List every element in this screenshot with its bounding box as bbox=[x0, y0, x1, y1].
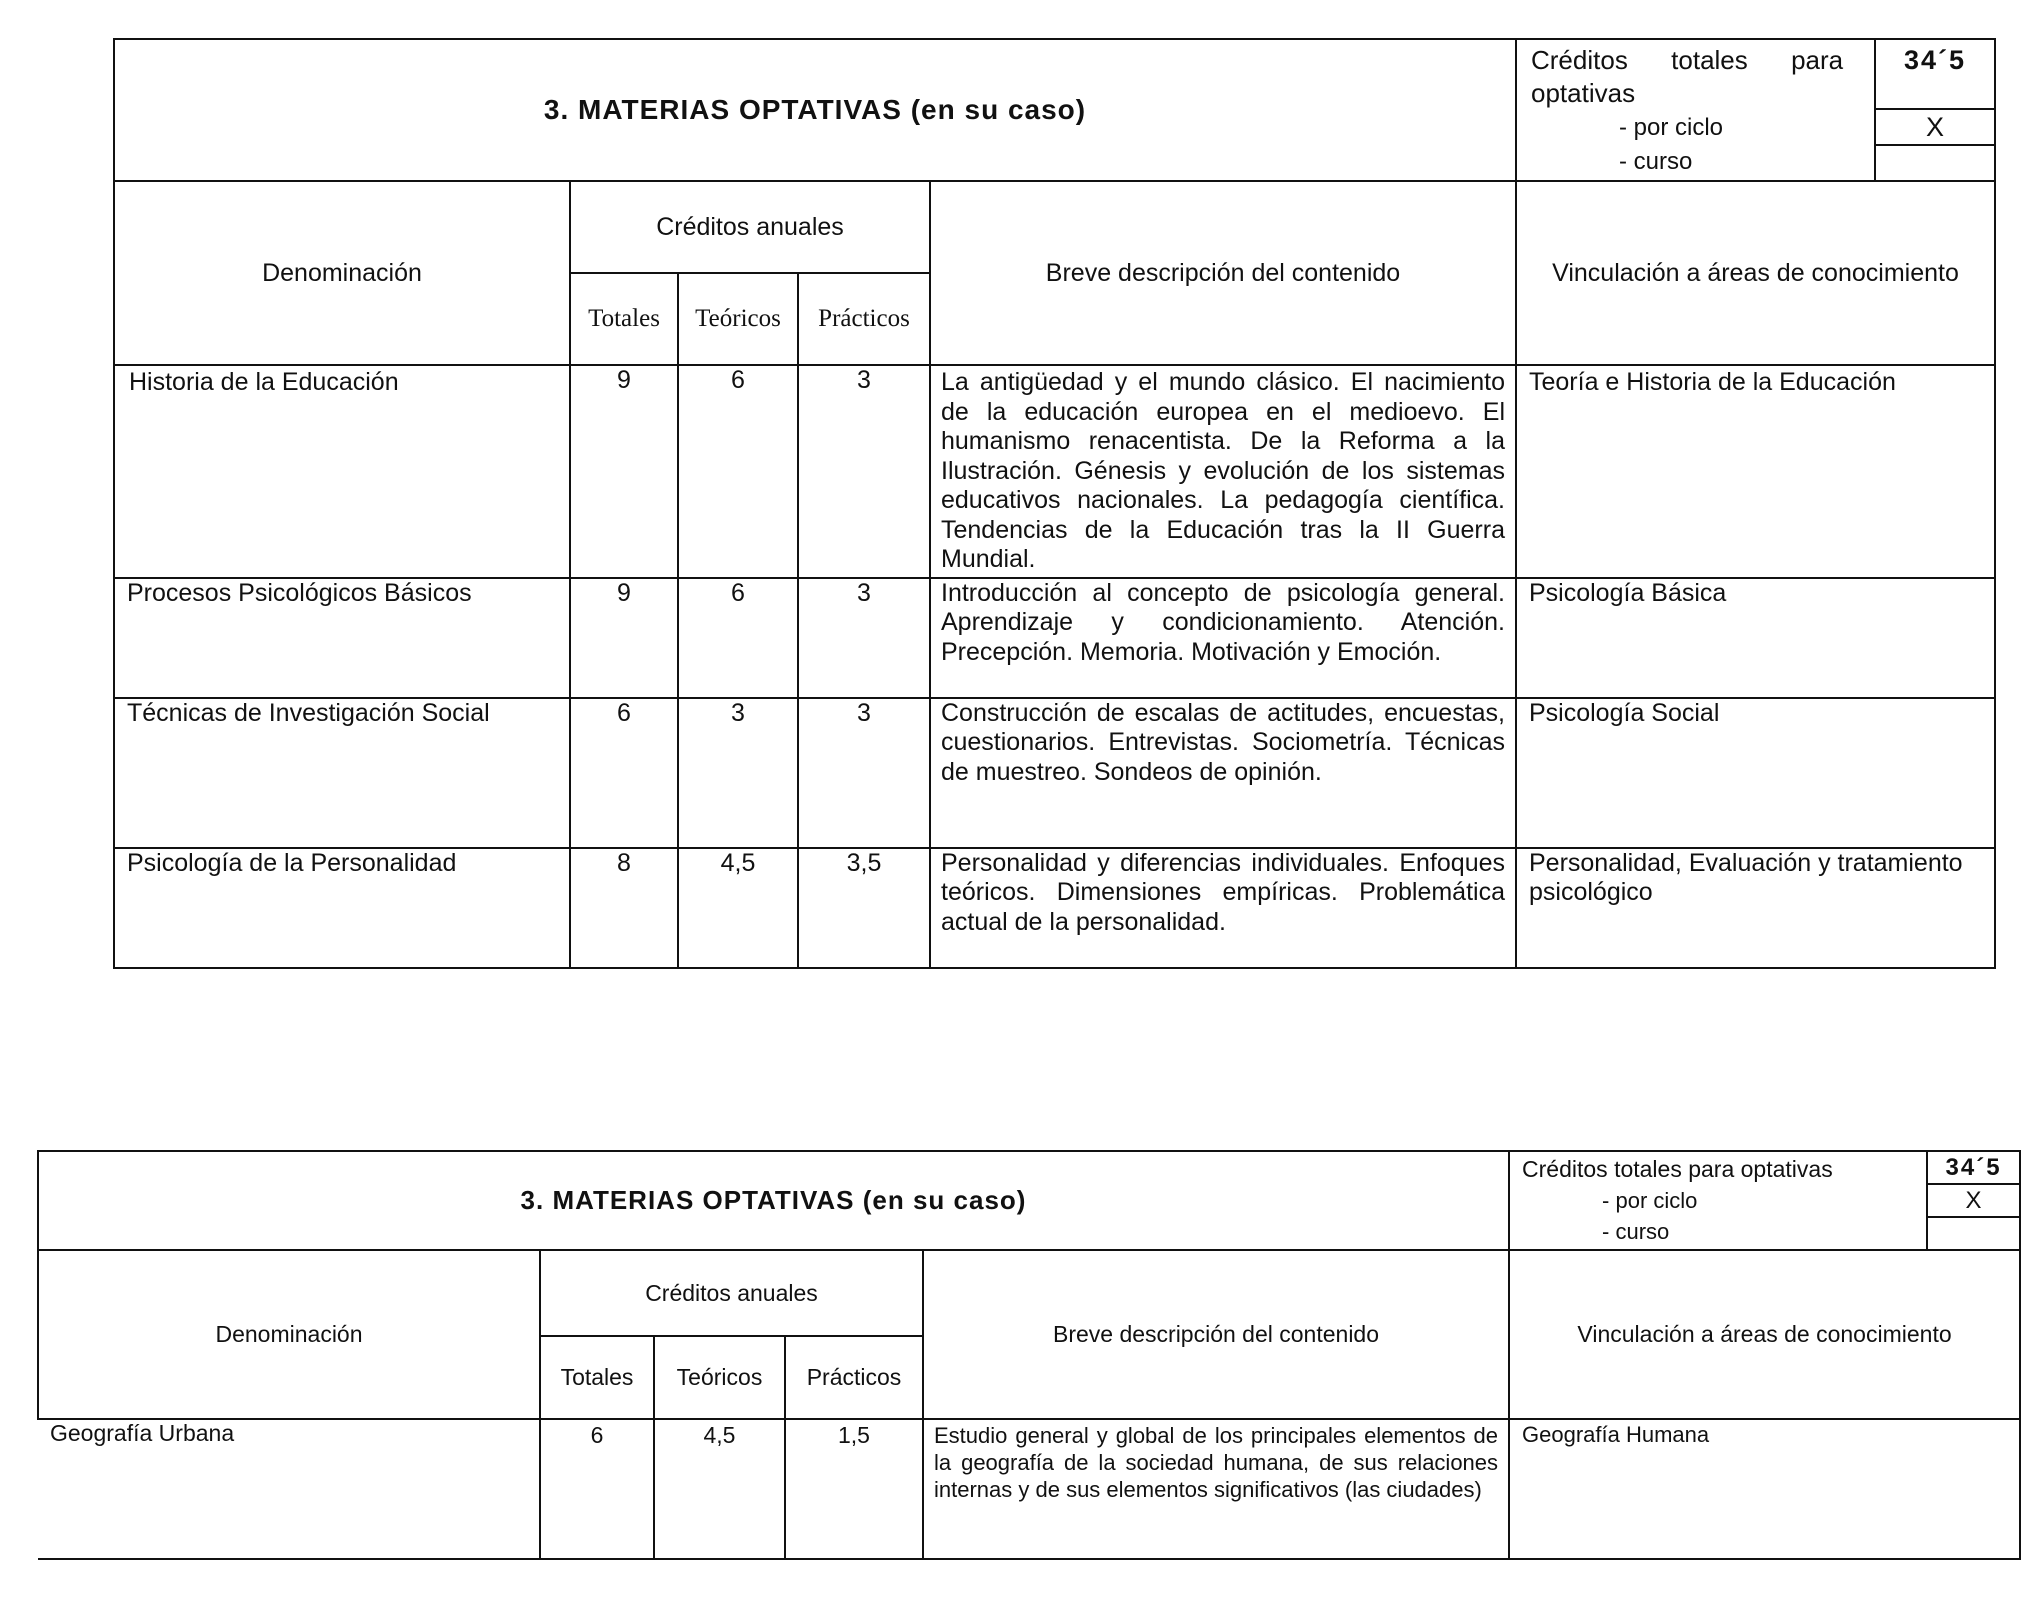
header-descripcion: Breve descripción del contenido bbox=[930, 181, 1516, 365]
table-title bbox=[38, 1151, 1509, 1250]
optional-subjects-table-1 bbox=[113, 38, 1996, 969]
row-vinculacion: Personalidad, Evaluación y tratamiento psicológico bbox=[1516, 848, 1995, 968]
header-practicos: Prácticos bbox=[798, 273, 930, 365]
por-ciclo-mark: X bbox=[1876, 110, 1994, 146]
row-practicos: 3 bbox=[798, 698, 930, 848]
curso-label: - curso bbox=[1602, 1219, 1670, 1244]
row-denominacion: Técnicas de Investigación Social bbox=[114, 698, 570, 848]
row-descripcion: Personalidad y diferencias individuales. Enfoques teóricos. Dimensiones empíricas. Problemática actual de la personalidad. bbox=[930, 848, 1516, 968]
table-row bbox=[114, 578, 1995, 698]
row-totales: 6 bbox=[570, 698, 678, 848]
row-practicos: 1,5 bbox=[785, 1419, 923, 1559]
row-denominacion: Psicología de la Personalidad bbox=[114, 848, 570, 968]
credits-total: 34´5 bbox=[1928, 1152, 2019, 1185]
row-totales: 9 bbox=[570, 365, 678, 578]
row-teoricos: 4,5 bbox=[654, 1419, 785, 1559]
row-totales: 9 bbox=[570, 578, 678, 698]
row-descripcion: Estudio general y global de los principales elementos de la geografía de la sociedad humana, de sus relaciones internas y de sus elementos significativos (las ciudades) bbox=[923, 1419, 1509, 1559]
row-vinculacion: Psicología Social bbox=[1516, 698, 1995, 848]
header-creditos-anuales: Créditos anuales bbox=[570, 181, 930, 273]
credits-label-optativas: optativas bbox=[1531, 78, 1636, 108]
row-teoricos: 4,5 bbox=[678, 848, 798, 968]
row-denominacion: Procesos Psicológicos Básicos bbox=[114, 578, 570, 698]
credits-values-cell bbox=[1875, 39, 1995, 181]
row-practicos: 3 bbox=[798, 578, 930, 698]
row-denominacion: Historia de la Educación bbox=[114, 365, 570, 578]
table-row bbox=[114, 848, 1995, 968]
credits-values-cell bbox=[1927, 1151, 2020, 1250]
header-teoricos: Teóricos bbox=[678, 273, 798, 365]
header-descripcion: Breve descripción del contenido bbox=[923, 1250, 1509, 1419]
row-denominacion: Geografía Urbana bbox=[38, 1419, 540, 1559]
curso-label: - curso bbox=[1619, 148, 1693, 175]
row-descripcion: Construcción de escalas de actitudes, encuestas, cuestionarios. Entrevistas. Sociometría. Técnicas de muestreo. Sondeos de opinión. bbox=[930, 698, 1516, 848]
row-descripcion: Introducción al concepto de psicología general. Aprendizaje y condicionamiento. Atención. Precepción. Memoria. Motivación y Emoción. bbox=[930, 578, 1516, 698]
header-creditos-anuales: Créditos anuales bbox=[540, 1250, 923, 1336]
table-title bbox=[114, 39, 1516, 181]
header-denominacion: Denominación bbox=[114, 181, 570, 365]
row-teoricos: 6 bbox=[678, 578, 798, 698]
table-row bbox=[38, 1419, 2020, 1559]
credits-label-cell bbox=[1509, 1151, 1927, 1250]
curso-mark bbox=[1928, 1218, 2019, 1249]
header-practicos: Prácticos bbox=[785, 1336, 923, 1419]
credits-total: 34´5 bbox=[1876, 40, 1994, 110]
row-teoricos: 3 bbox=[678, 698, 798, 848]
row-descripcion: La antigüedad y el mundo clásico. El nacimiento de la educación europea en el medioevo. El humanismo renacentista. De la Reforma a la Ilustración. Génesis y evolución de los sistemas educativos nacionales. La pedagogía científica. Tendencias de la Educación tras la II Guerra Mundial. bbox=[930, 365, 1516, 578]
credits-label: Créditos totales para optativas bbox=[1522, 1156, 1833, 1182]
por-ciclo-mark: X bbox=[1928, 1185, 2019, 1218]
row-practicos: 3,5 bbox=[798, 848, 930, 968]
table-title-text: 3. MATERIAS OPTATIVAS (en su caso) bbox=[520, 1185, 1027, 1215]
table-row bbox=[114, 698, 1995, 848]
header-totales: Totales bbox=[570, 273, 678, 365]
table-title-text: 3. MATERIAS OPTATIVAS (en su caso) bbox=[543, 94, 1087, 125]
header-totales: Totales bbox=[540, 1336, 654, 1419]
row-vinculacion: Geografía Humana bbox=[1509, 1419, 2020, 1559]
optional-subjects-table-2 bbox=[37, 1150, 2021, 1560]
header-teoricos: Teóricos bbox=[654, 1336, 785, 1419]
por-ciclo-label: - por ciclo bbox=[1619, 114, 1724, 141]
credits-label-cell bbox=[1516, 39, 1875, 181]
curso-mark bbox=[1876, 146, 1994, 180]
por-ciclo-label: - por ciclo bbox=[1602, 1188, 1698, 1213]
header-vinculacion: Vinculación a áreas de conocimiento bbox=[1516, 181, 1995, 365]
row-teoricos: 6 bbox=[678, 365, 798, 578]
row-vinculacion: Teoría e Historia de la Educación bbox=[1516, 365, 1995, 578]
header-vinculacion: Vinculación a áreas de conocimiento bbox=[1509, 1250, 2020, 1419]
row-totales: 6 bbox=[540, 1419, 654, 1559]
row-practicos: 3 bbox=[798, 365, 930, 578]
table-row bbox=[114, 365, 1995, 578]
credits-label: Créditos totales para bbox=[1531, 45, 1844, 75]
row-vinculacion: Psicología Básica bbox=[1516, 578, 1995, 698]
row-totales: 8 bbox=[570, 848, 678, 968]
header-denominacion: Denominación bbox=[38, 1250, 540, 1419]
